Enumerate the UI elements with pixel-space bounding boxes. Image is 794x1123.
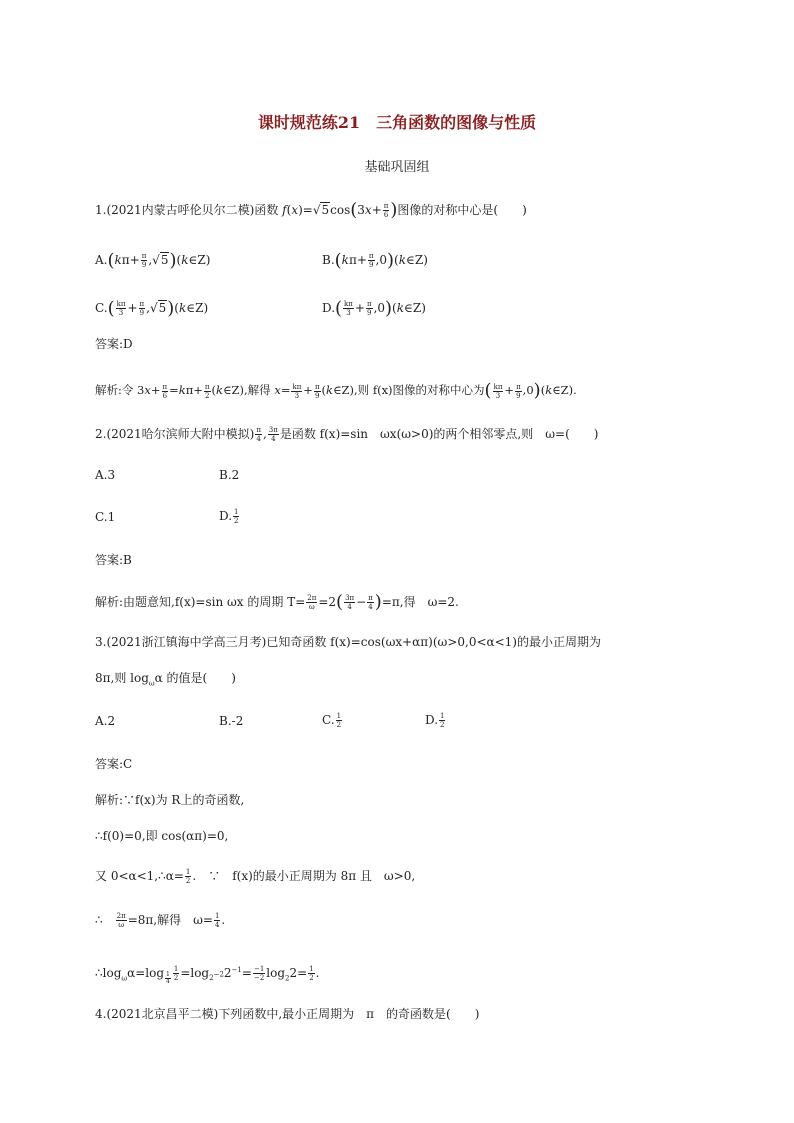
q2-option-c: C.1: [95, 510, 116, 524]
q3-option-a: A.2: [95, 714, 116, 728]
q1-option-a: A.(kπ+ $\frac{\pi}{9}$ ,√5)(k∈Z): [95, 250, 211, 271]
q2-explanation: 解析:由题意知,f(x)=sin ωx 的周期 T= $\frac{2\pi}{\omega}$ =2( $\frac{3\pi}{4}$ − $\frac{\pi}{4}$ )=π,得 ω=2.: [95, 591, 459, 613]
q1-option-c: C.( $\frac{k\pi}{3}$ + $\frac{\pi}{9}$ ,√5)(k∈Z): [95, 298, 209, 319]
q3-option-b: B.-2: [219, 714, 244, 728]
q1-option-d: D.( $\frac{k\pi}{3}$ + $\frac{\pi}{9}$ ,0)(k∈Z): [322, 298, 426, 319]
q2-option-a: A.3: [95, 468, 116, 482]
q3-explanation-1: 解析:∵f(x)为 R上的奇函数,: [95, 793, 245, 807]
q1-option-b: B.(kπ+ $\frac{\pi}{9}$ ,0)(k∈Z): [322, 250, 428, 271]
q3-explanation-3: 又 0<α<1,∴α= $\frac{1}{2}$ . ∵ f(x)的最小正周期为 8π 且 ω>0,: [95, 868, 416, 885]
q2-stem: 2.(2021哈尔滨师大附中模拟) $\frac{\pi}{4}$ , $\frac{3\pi}{4}$ 是函数 f(x)=sin ωx(ω>0)的两个相邻零点,则 ω=( ): [95, 426, 599, 443]
q3-explanation-4: ∴ $\frac{2\pi}{\omega}$ =8π,解得 ω= $\frac{1}{4}$ .: [95, 912, 226, 929]
section-subtitle: 基础巩固组: [364, 160, 430, 175]
q2-option-d: D. $\frac{1}{2}$: [219, 508, 239, 525]
q3-explanation-5: $\therefore\log_\omega\alpha=\log$ $_{\frac{1}{4}}$ $\frac{1}{2}$ $=\log_{2^{-2}}2^{-1}=$ $\frac{-1}{-2}$ $\log_22=$ $\frac{1}{2}$ .: [95, 965, 320, 985]
q1-answer: 答案:D: [95, 337, 133, 351]
q3-stem-line1: 3.(2021浙江镇海中学高三月考)已知奇函数 f(x)=cos(ωx+απ)(ω>0,0<α<1)的最小正周期为: [95, 635, 601, 649]
q1-explanation: 解析:令 3x+ $\frac{\pi}{6}$ =kπ+ $\frac{\pi}{2}$ (k∈Z),解得 x= $\frac{k\pi}{3}$ + $\frac{\pi}{9}$ (k∈Z),则 f(x)图像的对称中心为( $\frac{k\pi}{3}$ + $\frac{\pi}{9}$ ,0)(k∈Z).: [95, 380, 577, 401]
q2-answer: 答案:B: [95, 553, 132, 567]
q3-option-d: D. $\frac{1}{2}$: [425, 712, 445, 729]
q3-answer: 答案:C: [95, 757, 133, 771]
q3-stem-line2: 8π,则 $\log_\omega\alpha$ 的值是( ): [95, 671, 236, 688]
q2-option-b: B.2: [219, 468, 240, 482]
page-title: 课时规范练21 三角函数的图像与性质: [257, 113, 537, 132]
q3-explanation-2: ∴f(0)=0,即 cos(απ)=0,: [95, 829, 229, 843]
q1-stem: 1.(2021内蒙古呼伦贝尔二模)函数 f(x)=√5cos(3x+ $\frac{\pi}{6}$ )图像的对称中心是( ): [95, 199, 527, 221]
q4-stem: 4.(2021北京昌平二模)下列函数中,最小正周期为 π 的奇函数是( ): [95, 1007, 480, 1021]
q3-option-c: C. $\frac{1}{2}$: [322, 712, 342, 729]
